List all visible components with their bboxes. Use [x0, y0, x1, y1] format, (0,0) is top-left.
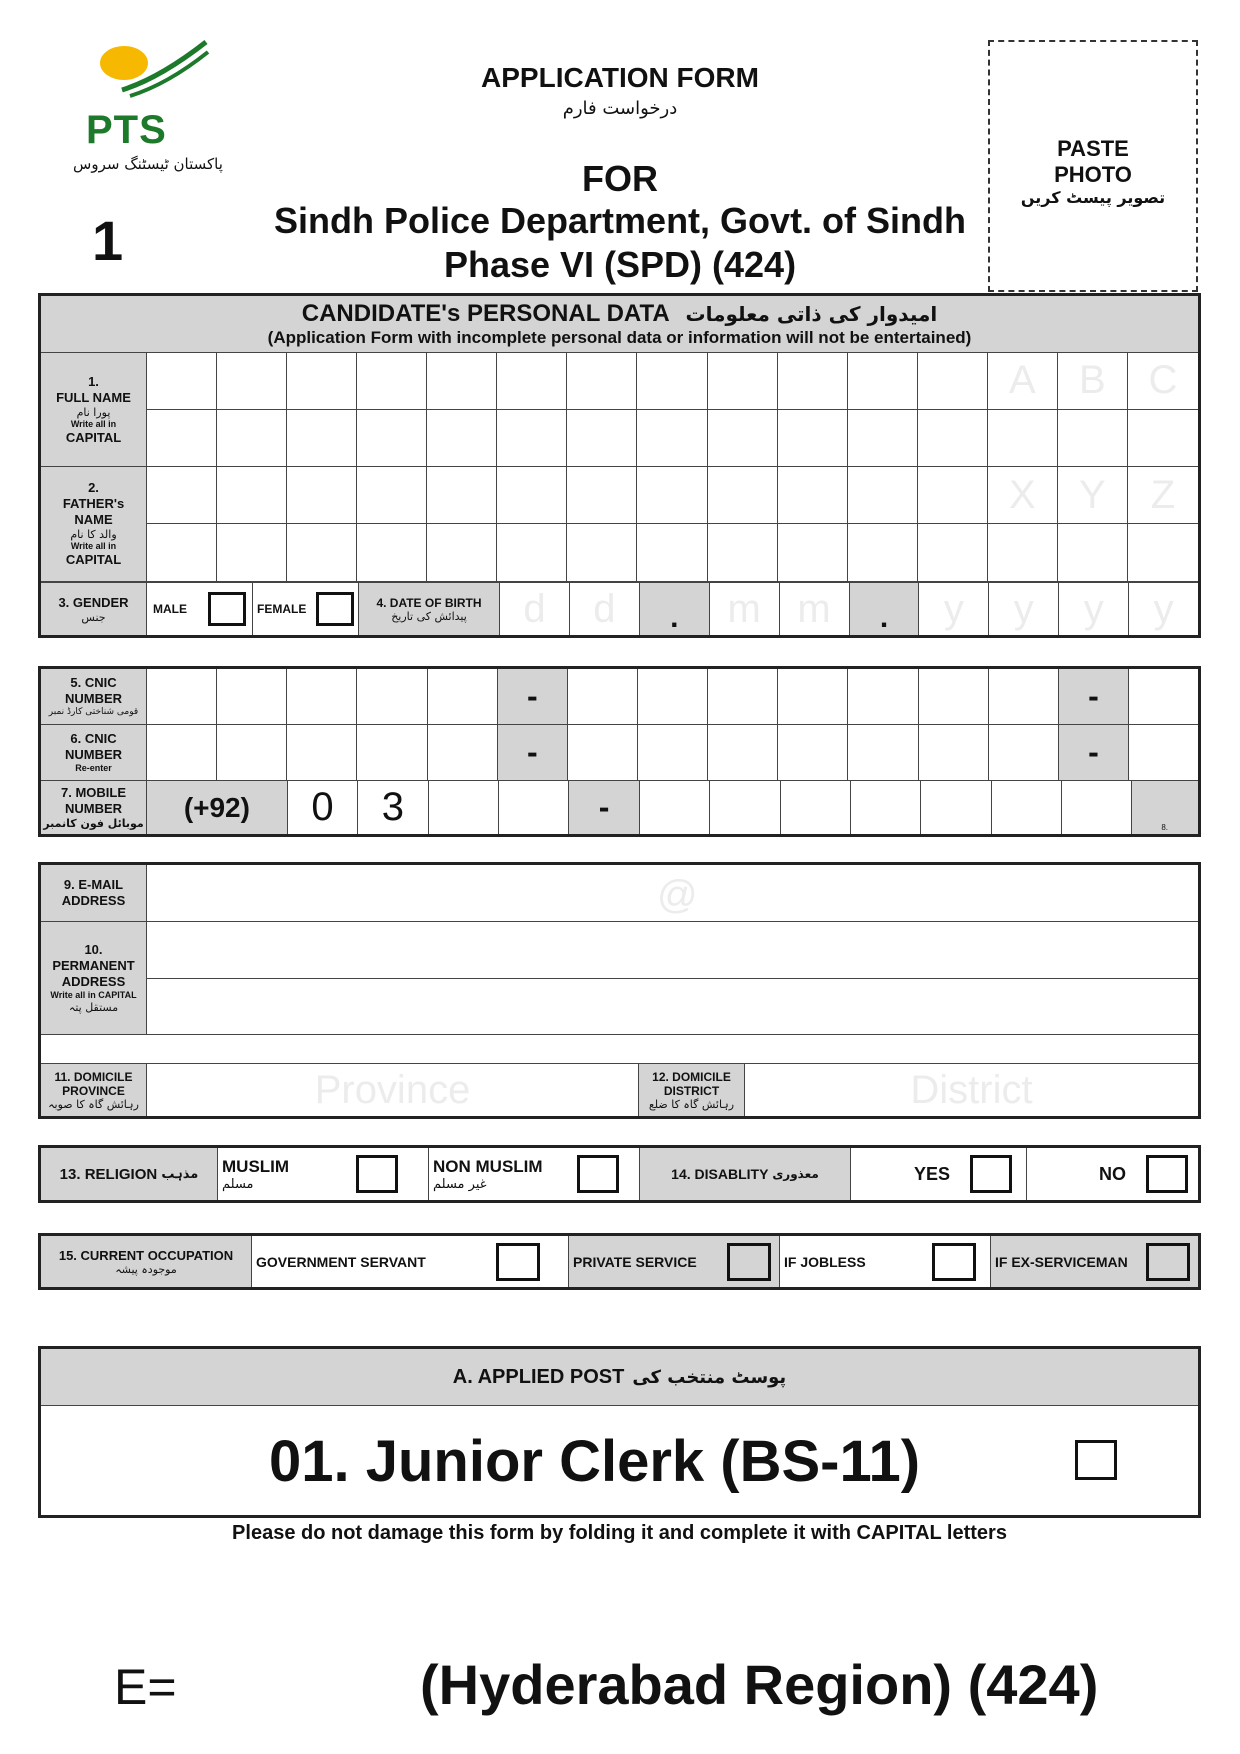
cnic-reenter-digit-box[interactable]	[287, 725, 357, 780]
occupation-title: 15. CURRENT OCCUPATION	[58, 1247, 234, 1263]
full-name-letter-box[interactable]	[147, 353, 217, 410]
cnic-reenter-digit-box[interactable]	[357, 725, 427, 780]
full-name-letter-box[interactable]	[147, 410, 217, 467]
father-name-letter-box[interactable]	[1058, 467, 1128, 524]
father-name-letter-box[interactable]	[567, 524, 637, 581]
occupation-label	[41, 1236, 252, 1287]
domicile-province-input[interactable]	[147, 1064, 639, 1116]
father-name-title: FATHER's	[62, 496, 125, 511]
occupation-private-label: PRIVATE SERVICE	[573, 1253, 697, 1270]
address-row	[41, 922, 1198, 1035]
cnic-title2: NUMBER	[64, 691, 123, 706]
occupation-section	[38, 1233, 1201, 1290]
dob-separator	[640, 583, 710, 635]
religion-urdu: مذہب	[161, 1166, 199, 1182]
father-name-letter-box[interactable]	[217, 524, 287, 581]
dob-digit-box[interactable]	[780, 583, 850, 635]
cnic-reenter-title2: NUMBER	[64, 747, 123, 762]
dob-digit-box[interactable]	[919, 583, 989, 635]
father-name-letter-box[interactable]	[848, 524, 918, 581]
occupation-jobless-cell[interactable]	[780, 1236, 991, 1287]
full-name-hint: Write all in	[70, 418, 117, 429]
full-name-urdu: پورا نام	[76, 405, 111, 419]
personal-data-title-urdu: امیدوار کی ذاتی معلومات	[685, 302, 938, 326]
cnic-reenter-digit-box[interactable]	[638, 725, 708, 780]
religion-muslim-urdu: مسلم	[222, 1176, 254, 1192]
occupation-government-cell[interactable]	[252, 1236, 569, 1287]
full-name-letter-box[interactable]	[1128, 410, 1198, 467]
full-name-letter-box[interactable]	[637, 410, 707, 467]
cnic-reenter-label	[41, 725, 147, 780]
cnic-reenter-digit-box[interactable]	[708, 725, 778, 780]
father-name-letter-box[interactable]	[1058, 524, 1128, 581]
personal-data-header	[41, 296, 1198, 353]
mobile-box[interactable]	[851, 781, 921, 834]
father-name-ghost-letter: Z	[1150, 472, 1176, 517]
full-name-letter-box[interactable]	[287, 353, 357, 410]
mobile-box[interactable]	[1062, 781, 1132, 834]
mobile-country-code: (+92)	[147, 781, 288, 834]
cnic-reenter-dash: -	[498, 725, 568, 780]
mobile-title2: NUMBER	[64, 801, 123, 816]
dob-digit-box[interactable]	[1059, 583, 1129, 635]
applied-post-name: 01. Junior Clerk (BS-11)	[269, 1429, 921, 1494]
cnic-reenter-title: 6. CNIC	[70, 731, 117, 746]
father-name-letter-box[interactable]	[357, 524, 427, 581]
applied-post-header	[41, 1349, 1198, 1406]
cnic-reenter-digit-box[interactable]	[848, 725, 918, 780]
full-name-letter-box[interactable]	[708, 410, 778, 467]
cnic-reenter-digit-box[interactable]	[147, 725, 217, 780]
father-name-letter-box[interactable]	[287, 524, 357, 581]
address-title2: ADDRESS	[61, 974, 126, 989]
occupation-government-label: GOVERNMENT SERVANT	[256, 1253, 426, 1270]
domicile-province-ghost: Province	[314, 1067, 471, 1112]
dob-placeholder: d	[523, 586, 546, 631]
cnic-reenter-dash: -	[1059, 725, 1129, 780]
dob-digit-box[interactable]	[570, 583, 640, 635]
full-name-letter-box[interactable]	[1128, 353, 1198, 410]
cnic-digit-box[interactable]	[287, 669, 357, 724]
dob-title: 4. DATE OF BIRTH	[376, 595, 482, 610]
address-title: PERMANENT	[52, 958, 135, 973]
cnic-grid	[147, 669, 1198, 724]
father-name-letter-box[interactable]	[637, 467, 707, 524]
disability-yes-checkbox[interactable]	[970, 1155, 1012, 1193]
mobile-box[interactable]	[499, 781, 569, 834]
applied-post-urdu: پوسٹ منتخب کی	[632, 1366, 787, 1388]
address-hint: Write all in CAPITAL	[50, 990, 137, 1000]
cnic-reenter-grid	[147, 725, 1198, 780]
full-name-letter-box[interactable]	[567, 353, 637, 410]
cnic-title: 5. CNIC	[70, 675, 117, 690]
father-name-letter-box[interactable]	[497, 524, 567, 581]
full-name-row	[41, 353, 1198, 467]
disability-yes-label: YES	[913, 1163, 950, 1184]
father-name-label	[41, 467, 147, 581]
full-name-letter-box[interactable]	[848, 353, 918, 410]
mobile-label	[41, 781, 147, 834]
footer-note: Please do not damage this form by folding it and complete it with CAPITAL letters	[232, 1522, 1007, 1544]
occupation-jobless-checkbox[interactable]	[932, 1243, 976, 1281]
full-name-letter-box[interactable]	[778, 410, 848, 467]
full-name-letter-box[interactable]	[778, 353, 848, 410]
religion-label	[41, 1148, 218, 1200]
occupation-ex-serviceman-cell[interactable]	[991, 1236, 1198, 1287]
form-code: E=	[114, 1659, 177, 1715]
gender-female-cell[interactable]	[253, 583, 359, 635]
domicile-province-urdu: رہائش گاہ کا صوبہ	[48, 1097, 139, 1111]
full-name-letter-box[interactable]	[497, 353, 567, 410]
occupation-private-cell[interactable]	[569, 1236, 780, 1287]
gender-label	[41, 583, 147, 635]
cnic-digit-box[interactable]	[217, 669, 287, 724]
dob-grid	[500, 583, 1198, 635]
cnic-digit-box[interactable]	[1129, 669, 1198, 724]
domicile-row	[41, 1064, 1198, 1116]
cnic-digit-box[interactable]	[778, 669, 848, 724]
cnic-digit-box[interactable]	[638, 669, 708, 724]
domicile-province-label	[41, 1064, 147, 1116]
gender-male-cell[interactable]	[147, 583, 253, 635]
cnic-row	[41, 669, 1198, 725]
father-name-row	[41, 467, 1198, 582]
applied-post-checkbox[interactable]	[1075, 1440, 1117, 1480]
gender-urdu: جنس	[81, 610, 106, 624]
full-name-letter-box[interactable]	[918, 353, 988, 410]
full-name-ghost-letter: A	[1008, 358, 1036, 403]
address-line-2[interactable]	[147, 979, 1198, 1035]
father-name-letter-box[interactable]	[988, 524, 1058, 581]
logo-urdu-text: پاکستان ٹیسٹنگ سروس	[73, 155, 223, 173]
full-name-ghost-letter: C	[1148, 358, 1178, 403]
full-name-letter-box[interactable]	[637, 353, 707, 410]
dob-digit-box[interactable]	[500, 583, 570, 635]
dob-placeholder: m	[727, 586, 761, 631]
father-name-letter-box[interactable]	[988, 467, 1058, 524]
father-name-letter-box[interactable]	[918, 467, 988, 524]
gender-title: 3. GENDER	[58, 594, 129, 610]
dob-digit-box[interactable]	[1129, 583, 1198, 635]
father-name-letter-box[interactable]	[918, 524, 988, 581]
personal-data-section	[38, 293, 1201, 638]
gender-male-checkbox[interactable]	[208, 592, 246, 626]
dob-placeholder: m	[797, 586, 831, 631]
occupation-ex-serviceman-label: IF EX-SERVICEMAN	[995, 1253, 1128, 1270]
father-name-letter-box[interactable]	[287, 467, 357, 524]
address-num: 10.	[84, 942, 103, 957]
cnic-digit-box[interactable]	[919, 669, 989, 724]
dob-separator	[850, 583, 920, 635]
occupation-ex-serviceman-checkbox[interactable]	[1146, 1243, 1190, 1281]
father-name-letter-box[interactable]	[427, 524, 497, 581]
dob-dot: .	[879, 601, 889, 634]
religion-muslim-checkbox[interactable]	[356, 1155, 398, 1193]
full-name-letter-box[interactable]	[287, 410, 357, 467]
father-name-letter-box[interactable]	[708, 467, 778, 524]
cnic-digit-box[interactable]	[568, 669, 638, 724]
cnic-digit-box[interactable]	[428, 669, 498, 724]
cnic-reenter-digit-box[interactable]	[1129, 725, 1198, 780]
father-name-urdu: والد کا نام	[70, 528, 117, 541]
dob-placeholder: y	[1013, 586, 1034, 631]
dob-dot: .	[670, 601, 679, 634]
address-lines	[147, 922, 1198, 1034]
mobile-digit-3: 3	[358, 781, 428, 834]
gender-dob-row	[41, 582, 1198, 635]
father-name-letter-box[interactable]	[217, 467, 287, 524]
dob-placeholder: d	[593, 586, 616, 631]
disability-label	[640, 1148, 851, 1200]
mobile-urdu: موبائل فون کانمبر	[43, 817, 144, 830]
full-name-letter-box[interactable]	[217, 353, 287, 410]
region-label: (Hyderabad Region) (424)	[420, 1653, 1099, 1716]
mobile-digit-0: 0	[288, 781, 358, 834]
photo-line2: PHOTO	[1054, 162, 1132, 187]
address-spacer-row[interactable]	[41, 1035, 1198, 1064]
religion-non-muslim-label: NON MUSLIM	[433, 1156, 543, 1176]
mobile-end-cell	[1132, 781, 1198, 834]
email-title2: ADDRESS	[61, 893, 126, 908]
contact-section	[38, 862, 1201, 1119]
cnic-reenter-digit-box[interactable]	[919, 725, 989, 780]
cnic-reenter-hint: Re-enter	[75, 763, 112, 773]
father-name-letter-box[interactable]	[1128, 467, 1198, 524]
phase-label: Phase VI (SPD) (424)	[443, 244, 797, 285]
cnic-urdu: قومی شناختی کارڈ نمبر	[48, 707, 139, 717]
logo-swoosh-icon	[120, 38, 210, 98]
mobile-row	[41, 781, 1198, 834]
cnic-reenter-digit-box[interactable]	[778, 725, 848, 780]
domicile-province-title: 11. DOMICILE	[54, 1069, 133, 1084]
email-input[interactable]	[147, 865, 1198, 921]
dob-digit-box[interactable]	[989, 583, 1059, 635]
father-name-letter-box[interactable]	[778, 467, 848, 524]
full-name-num: 1.	[88, 373, 99, 389]
cnic-digit-box[interactable]	[708, 669, 778, 724]
father-name-letter-box[interactable]	[778, 524, 848, 581]
mobile-box[interactable]	[640, 781, 710, 834]
father-name-hint2: CAPITAL	[65, 552, 122, 567]
religion-non-muslim-checkbox[interactable]	[577, 1155, 619, 1193]
full-name-letter-box[interactable]	[357, 353, 427, 410]
father-name-num: 2.	[88, 480, 99, 495]
address-label	[41, 922, 147, 1034]
page-number: 1	[92, 209, 124, 272]
mobile-dash: -	[569, 781, 639, 834]
mobile-note: 8.	[1161, 823, 1168, 832]
occupation-jobless-label: IF JOBLESS	[784, 1253, 866, 1270]
cnic-mobile-section	[38, 666, 1201, 837]
religion-muslim-label: MUSLIM	[222, 1156, 290, 1176]
domicile-district-urdu: رہائش گاہ کا ضلع	[648, 1097, 735, 1111]
mobile-box[interactable]	[429, 781, 499, 834]
father-name-letter-box[interactable]	[1128, 524, 1198, 581]
domicile-district-title2: DISTRICT	[663, 1083, 720, 1098]
domicile-district-ghost: District	[910, 1067, 1033, 1112]
cnic-reenter-digit-box[interactable]	[428, 725, 498, 780]
full-name-letter-box[interactable]	[988, 353, 1058, 410]
form-title: APPLICATION FORM	[481, 62, 759, 93]
gender-male-label: MALE	[153, 602, 187, 616]
form-title-urdu: درخواست فارم	[562, 98, 678, 119]
email-ghost-at: @	[657, 873, 698, 917]
full-name-hint2: CAPITAL	[65, 429, 122, 445]
disability-yes-cell[interactable]	[851, 1148, 1027, 1200]
occupation-private-checkbox[interactable]	[727, 1243, 771, 1281]
disability-no-cell[interactable]	[1027, 1148, 1198, 1200]
religion-section	[38, 1145, 1201, 1203]
father-name-grid	[147, 467, 1198, 581]
religion-non-muslim-urdu: غیر مسلم	[433, 1176, 487, 1192]
full-name-ghost-letter: B	[1079, 358, 1106, 403]
full-name-letter-box[interactable]	[918, 410, 988, 467]
mobile-box[interactable]	[921, 781, 991, 834]
mobile-box[interactable]	[781, 781, 851, 834]
email-row	[41, 865, 1198, 922]
religion-non-muslim-cell[interactable]	[429, 1148, 640, 1200]
logo-text: PTS	[86, 108, 167, 152]
religion-title: 13. RELIGION	[59, 1165, 158, 1183]
full-name-letter-box[interactable]	[1058, 353, 1128, 410]
for-label: FOR	[582, 158, 658, 199]
domicile-district-title: 12. DOMICILE	[652, 1069, 731, 1084]
father-name-letter-box[interactable]	[147, 524, 217, 581]
full-name-letter-box[interactable]	[567, 410, 637, 467]
full-name-letter-box[interactable]	[848, 410, 918, 467]
photo-urdu: تصویر پیسٹ کریں	[1020, 188, 1166, 207]
occupation-row	[41, 1236, 1198, 1287]
department-name: Sindh Police Department, Govt. of Sindh	[273, 200, 967, 241]
dob-placeholder: y	[1083, 586, 1104, 631]
father-name-letter-box[interactable]	[147, 467, 217, 524]
father-name-ghost-letter: X	[1008, 472, 1036, 517]
full-name-letter-box[interactable]	[708, 353, 778, 410]
father-name-letter-box[interactable]	[848, 467, 918, 524]
full-name-letter-box[interactable]	[427, 410, 497, 467]
mobile-box[interactable]	[710, 781, 780, 834]
cnic-dash: -	[1059, 669, 1129, 724]
email-title: 9. E-MAIL	[63, 877, 124, 892]
occupation-government-checkbox[interactable]	[496, 1243, 540, 1281]
dob-placeholder: y	[943, 586, 964, 631]
applied-post-row[interactable]	[41, 1406, 1198, 1515]
dob-urdu: پیدائش کی تاریخ	[391, 609, 467, 623]
full-name-letter-box[interactable]	[1058, 410, 1128, 467]
applied-post-title: A. APPLIED POST	[452, 1365, 625, 1388]
full-name-letter-box[interactable]	[497, 410, 567, 467]
full-name-title: FULL NAME	[56, 389, 131, 405]
full-name-grid	[147, 353, 1198, 466]
full-name-letter-box[interactable]	[357, 410, 427, 467]
religion-row	[41, 1148, 1198, 1200]
gender-female-checkbox[interactable]	[316, 592, 354, 626]
paste-photo-box[interactable]	[988, 40, 1198, 292]
cnic-reenter-digit-box[interactable]	[217, 725, 287, 780]
disability-title: 14. DISABLITY	[671, 1166, 769, 1182]
address-line-1[interactable]	[147, 922, 1198, 979]
cnic-digit-box[interactable]	[989, 669, 1059, 724]
disability-no-checkbox[interactable]	[1146, 1155, 1188, 1193]
father-name-letter-box[interactable]	[567, 467, 637, 524]
personal-data-title: CANDIDATE's PERSONAL DATA	[301, 300, 669, 327]
father-name-title2: NAME	[74, 512, 113, 527]
cnic-reenter-digit-box[interactable]	[989, 725, 1059, 780]
cnic-dash: -	[498, 669, 568, 724]
dob-label	[359, 583, 500, 635]
full-name-letter-box[interactable]	[427, 353, 497, 410]
occupation-urdu: موجودہ پیشہ	[115, 1262, 177, 1276]
full-name-label	[41, 353, 147, 466]
religion-muslim-cell[interactable]	[218, 1148, 429, 1200]
personal-data-note: (Application Form with incomplete personal data or information will not be entertained)	[267, 328, 972, 347]
father-name-letter-box[interactable]	[708, 524, 778, 581]
address-urdu: مستقل پتہ	[68, 1001, 119, 1014]
cnic-reenter-digit-box[interactable]	[568, 725, 638, 780]
father-name-ghost-letter: Y	[1079, 472, 1106, 517]
cnic-reenter-row	[41, 725, 1198, 781]
cnic-label	[41, 669, 147, 724]
domicile-district-label	[639, 1064, 745, 1116]
domicile-district-input[interactable]	[745, 1064, 1198, 1116]
domicile-province-title2: PROVINCE	[62, 1083, 125, 1098]
email-label	[41, 865, 147, 921]
father-name-letter-box[interactable]	[497, 467, 567, 524]
father-name-letter-box[interactable]	[357, 467, 427, 524]
cnic-digit-box[interactable]	[147, 669, 217, 724]
full-name-letter-box[interactable]	[988, 410, 1058, 467]
applied-post-section	[38, 1346, 1201, 1518]
mobile-box[interactable]	[992, 781, 1062, 834]
full-name-letter-box[interactable]	[217, 410, 287, 467]
gender-female-label: FEMALE	[257, 602, 307, 616]
father-name-letter-box[interactable]	[427, 467, 497, 524]
cnic-digit-box[interactable]	[357, 669, 427, 724]
disability-no-label: NO	[1099, 1163, 1126, 1184]
mobile-title: 7. MOBILE	[60, 785, 126, 800]
father-name-hint: Write all in	[70, 541, 117, 551]
cnic-digit-box[interactable]	[848, 669, 918, 724]
dob-placeholder: y	[1153, 586, 1174, 631]
disability-urdu: معذوری	[772, 1167, 819, 1181]
photo-line1: PASTE	[1057, 136, 1129, 161]
father-name-letter-box[interactable]	[637, 524, 707, 581]
dob-digit-box[interactable]	[710, 583, 780, 635]
